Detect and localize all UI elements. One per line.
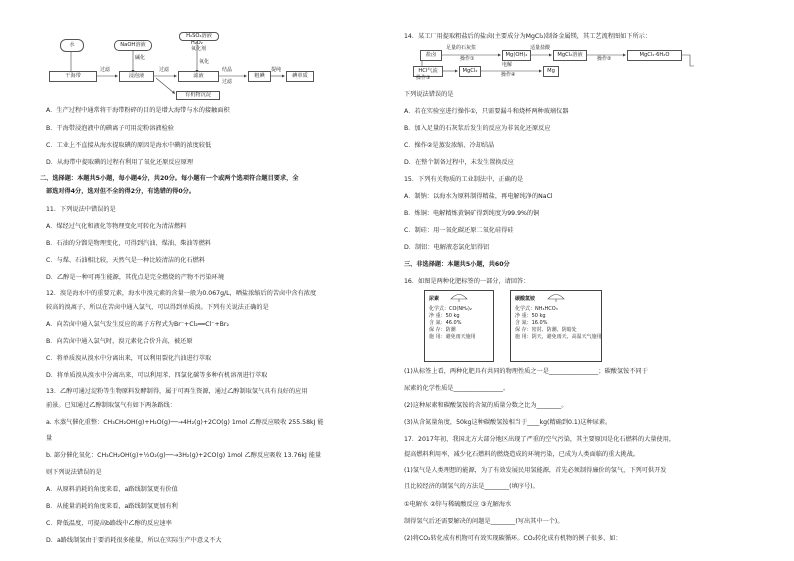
- q15-stem: 15．下列有关物质的工业制法中，正确的是: [404, 176, 524, 183]
- q12-option-a: A．向苦卤中通入氯气发生反应的离子方程式为Br⁻+Cl₂══Cl⁻+Br₂: [46, 321, 229, 328]
- filter-label-2: 过滤: [159, 67, 170, 73]
- q13-option-d: D．a路线制氢由于要消耗很多能量，所以在实际生产中意义不大: [46, 537, 222, 544]
- mgcl2-hydrate-box: MgCl₂·6H₂O: [627, 50, 682, 61]
- q17-line-1: 17．2017年初，我国北方大部分地区出现了严重的空气污染，其主要原因是化石燃料的大量使用，: [404, 436, 676, 443]
- oxidize-label: 氧化: [199, 59, 210, 65]
- q13-option-a: A．从原料消耗的角度来看，a路线制氢更有价值: [46, 486, 178, 493]
- op2-label: 操作②: [597, 56, 612, 62]
- urea-row-1: 化学式：CO(NH₂)₂: [429, 306, 472, 312]
- q15-option-a: A．制钠：以海水为原料制得精盐，再电解纯净的NaCl: [404, 193, 553, 200]
- bicarbonate-row-2: 净 重：50 kg: [515, 313, 546, 319]
- mgcl2-solution-box: MgCl₂溶液: [553, 50, 587, 61]
- bicarbonate-row-4: 保 存：密封、防潮、阴暗处: [515, 327, 577, 333]
- purify-label: 提纯: [271, 67, 282, 73]
- q14-option-d: D．在整个制备过程中，未发生置换反应: [404, 159, 514, 166]
- q10-option-a: A．生产过程中通常将干海带粉碎的目的是增大海带与水的接触面积: [46, 107, 230, 114]
- q17-line-5: ①电解水 ②锌与稀硫酸反应 ③光解海水: [404, 501, 512, 508]
- h2so4-box: H₂SO₄溶液: [179, 32, 219, 41]
- q16-q2: (2)这种尿素和碳酸氢铵的含氮的质量分数之比为________。: [404, 402, 568, 409]
- q13-option-b: B．从能量消耗的角度来看，a路线制氢更加有利: [46, 503, 178, 510]
- bicarbonate-row-3: 含 氮：16.0%: [515, 320, 548, 326]
- hcl-label: 适量盐酸: [530, 45, 551, 51]
- hcl-gas-box: HCl气流: [413, 66, 443, 77]
- q12-line-1: 12．溴是海水中的重要元素，海水中溴元素的含量一般为0.067g/L，晒盐浓缩后的苦卤中含有浓度: [46, 290, 317, 297]
- organic-precipitate-box: 有机物沉淀: [176, 91, 220, 100]
- urea-row-5: 施 用：避免雨天施用: [429, 334, 476, 340]
- alkali-label: 碱化: [135, 55, 146, 61]
- q14-option-b: B．加入足量的石灰浆后发生的反应为非氧化还原反应: [404, 125, 551, 132]
- q14-option-a: A．若在实验室进行操作①，只需要漏斗和烧杯两种玻璃仪器: [404, 108, 569, 115]
- q11-option-c: C．与煤、石油相比较，天然气是一种比较清洁的化石燃料: [46, 257, 206, 264]
- kelp-box: 干海带: [49, 71, 97, 82]
- q16-stem: 16．如图是两种化肥标签的一部分，请回答：: [404, 278, 530, 285]
- q15-option-c: C．制硅：用一氧化碳还原二氧化硅得硅: [404, 227, 514, 234]
- umbrella-icon-2: [546, 292, 566, 302]
- leach-box: 浸泡液: [119, 71, 154, 82]
- q13-route-b: b. 部分催化氧化：CH₃CH₂OH(g)+½O₂(g)──→3H₂(g)+2CO(g) 1mol 乙醇反应吸收 13.76kJ 能量: [46, 452, 322, 459]
- q16-q1-line2: 尿素的化学性质是________________。: [404, 385, 510, 392]
- filtrate-box: 滤液: [178, 71, 219, 82]
- q16-q1-line1: (1)从标签上看，两种化肥具有共同的物理性质之一是________________；碳酸氢铵不同于: [404, 368, 648, 375]
- naoh-box: NaOH溶液: [114, 40, 152, 51]
- q13-option-c: C．降低温度，可提高b路线中乙醇的反应速率: [46, 520, 172, 527]
- q12-option-c: C．将单质溴从溴水中分离出来，可以利用裂化汽油进行萃取: [46, 355, 212, 362]
- urea-row-4: 保 存：防潮: [429, 327, 456, 333]
- q12-option-b: B．向苦卤中通入氯气时，溴元素化合价升高，被还原: [46, 338, 193, 345]
- q17-line-7: (2)将CO₂转化成有机物可有效实现碳循环。CO₂转化成有机物的例子很多，如：: [404, 535, 622, 542]
- mgcl2-box: MgCl₂: [459, 66, 481, 77]
- q11-stem: 11．下列说法中错误的是: [46, 206, 116, 213]
- lime-label: 足量的石灰浆: [446, 45, 477, 51]
- bicarbonate-row-5: 施 用：阴天，避免雨天、高温天气施用: [515, 334, 602, 340]
- q14-stem: 14．某工厂用提取粗盐后的盐卤(主要成分为MgCl₂)制备金属镁，其工艺流程图如下所示：: [404, 33, 652, 40]
- op3-label: 操作③: [416, 75, 431, 81]
- mg-box: Mg: [543, 66, 559, 77]
- brine-box: 盐卤: [420, 50, 442, 61]
- crude-iodine-box: 粗碘: [248, 71, 271, 82]
- q17-line-6: 制得氢气后还需要解决的问题是________(写出其中一个)。: [404, 518, 564, 525]
- ammonium-bicarbonate-label-card: [510, 290, 602, 362]
- q11-option-a: A．煤经过气化和液化等物理变化可转化为清洁燃料: [46, 223, 187, 230]
- section2-title-line2: 部选对得4分，选对但不全的得2分，有选错的得0分。: [46, 188, 196, 195]
- h2o2-label-1: H₂O₂: [191, 40, 203, 46]
- q13-line-1: 13．乙醇可通过淀粉等生物原料发酵制得，属于可再生资源，通过乙醇制取氢气具有良好的应用: [46, 388, 308, 395]
- filter-label-3: 过滤: [222, 79, 233, 85]
- q13-route-a-cont: 量: [46, 435, 53, 442]
- q10-option-b: B．干海带浸泡液中的碘离子可用淀粉溶液检验: [46, 125, 174, 132]
- q17-line-2: 提高燃料利用率，减少化石燃料的燃烧造成的环境污染，已成为人类面临的重大挑战。: [404, 451, 640, 458]
- h2o2-label-2: 氧化剂: [191, 46, 207, 52]
- q17-line-4: 且比较经济的制氢气的方法是________(填序号)。: [404, 483, 539, 490]
- q17-line-3: (1)氢气是人类理想的能源，为了有效发展民用氢能源，首先必须制得廉价的氢气，下列可供开发: [404, 467, 667, 474]
- bicarbonate-title: 碳酸氢铵: [515, 296, 536, 302]
- mgoh2-box: Mg(OH)₂: [502, 50, 531, 61]
- urea-row-2: 净 重：50 kg: [429, 313, 460, 319]
- urea-label-card: [424, 290, 494, 362]
- q14-ask: 下列说法错误的是: [404, 91, 454, 98]
- section2-title-line1: 二、选择题：本题共5小题，每小题4分，共20分。每小题有一个或两个选项符合题目要求，全: [40, 175, 299, 182]
- bicarbonate-row-1: 化学式：NH₄HCO₃: [515, 306, 558, 312]
- q10-option-c: C．工业上不直接从海水提取碘的原因是海水中碘的浓度较低: [46, 142, 212, 149]
- q12-line-2: 较高的溴离子，所以在苦卤中通入氯气，可以得到单质溴。下列有关说法正确的是: [46, 304, 269, 311]
- urea-title: 尿素: [429, 296, 440, 302]
- q13-route-a: a. 水蒸气催化重整：CH₃CH₂OH(g)+H₂O(g)──→4H₂(g)+2CO(g) 1mol 乙醇反应吸收 255.58kJ 能: [46, 419, 324, 426]
- q15-option-b: B．炼铜：电解精炼黄铜矿得到纯度为99.9%的铜: [404, 210, 540, 217]
- op1-label: 操作①: [460, 56, 475, 62]
- electrolysis-label: 电解: [502, 62, 513, 68]
- filter-label-1: 过滤: [100, 67, 111, 73]
- q16-q3: (3)从含氮量角度，50kg这种碳酸氢铵相当于____kg(精确到0.1)这种尿素。: [404, 419, 612, 426]
- section3-title: 三、非选择题：本题共5小题，共60分: [404, 261, 510, 268]
- q13-ask: 则下列说法错误的是: [46, 469, 102, 476]
- crystal-label: 结晶: [222, 67, 233, 73]
- q13-line-2: 前景。已知通过乙醇制取氢气有如下两条路线：: [46, 402, 176, 409]
- urea-row-3: 含 氮：46.0%: [429, 320, 462, 326]
- q14-option-c: C．操作②是蒸发浓缩、冷却结晶: [404, 142, 495, 149]
- op4-label: 操作④: [501, 72, 516, 78]
- q11-option-d: D．乙醇是一种可再生能源，其优点是完全燃烧的产物不污染环境: [46, 274, 225, 281]
- water-box: 水: [60, 39, 84, 52]
- q10-option-d: D．从海带中提取碘的过程有利用了氧化还原反应原理: [46, 159, 194, 166]
- q11-option-b: B．石油的分馏是物理变化，可得到汽油、煤油、柴油等燃料: [46, 240, 212, 247]
- umbrella-icon: [449, 292, 469, 302]
- iodine-box: 碘单质: [286, 71, 314, 82]
- q12-option-d: D．将单质溴从溴水中分离出来，可以利用苯、四氯化碳等多种有机溶剂进行萃取: [46, 372, 268, 379]
- q15-option-d: D．制铝：电解液态氯化铝得铝: [404, 244, 490, 251]
